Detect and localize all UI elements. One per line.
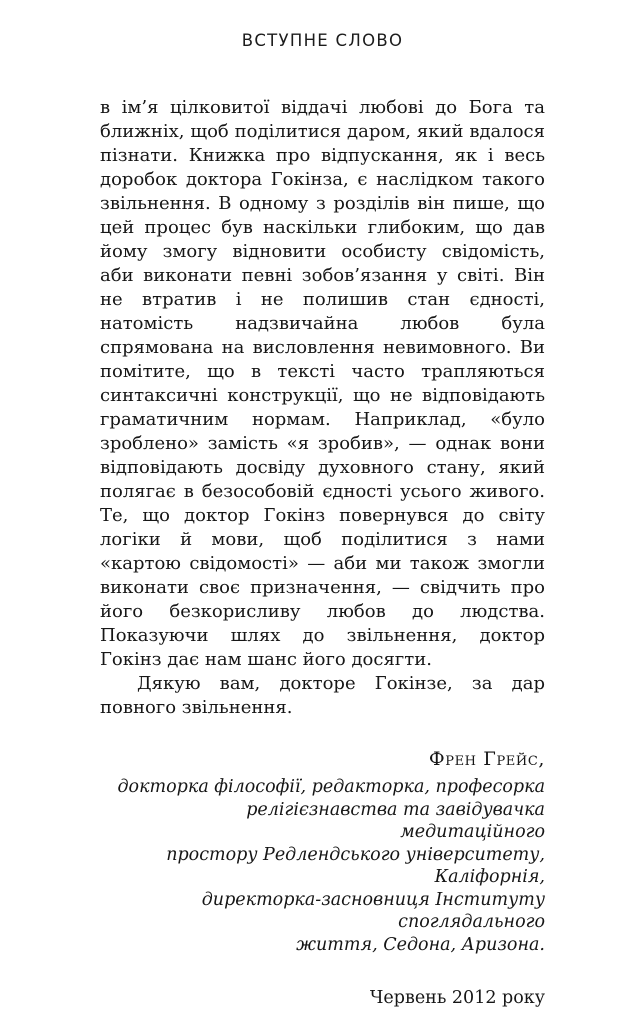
body-paragraph-2: Дякую вам, докторе Гокінзе, за дар повного звільнення.: [100, 673, 545, 718]
signature-title-line: життя, Седона, Аризона.: [296, 934, 545, 955]
signature-date: Червень 2012 року: [369, 988, 545, 1008]
signature-block: [100, 747, 545, 1009]
chapter-header: ВСТУПНЕ СЛОВО: [241, 31, 404, 50]
signature-title-line: докторка філософії, редакторка, професорка: [117, 777, 545, 797]
signature-title: [100, 776, 545, 956]
signature-name: Френ Грейс,: [428, 748, 545, 770]
signature-title-line: релігієзнавства та завідувачка медитаційного: [246, 799, 545, 842]
signature-title-line: простору Редлендського університету, Каліфорнія,: [166, 844, 545, 887]
signature-title-line: директорка-засновниця Інституту споглядального: [201, 889, 545, 932]
body-paragraph-1: в ім’я цілковитої віддачі любові до Бога та ближніх, щоб поділитися даром, який вдалося пізнати. Книжка про відпускання, як і весь доробок доктора Гокінза, є наслідком такого звільнення. В одному з розділів він пише, що цей процес був наскільки глибоким, що дав йому змогу відновити особисту свідомість, аби виконати певні зобов’язання у світі. Він не втратив і не полишив стан єдності, натомість надзвичайна любов була спрямована на висловлення невимовного. Ви помітите, що в тексті часто трапляються синтаксичні конструкції, що не відповідають граматичним нормам. Наприклад, «було зроблено» замість «я зробив», — однак вони відповідають досвіду духовного стану, який полягає в безособовій єдності усього живого. Те, що доктор Гокінз повернувся до світу логіки й мови, щоб поділитися з нами «картою свідомості» — аби ми також змогли виконати своє призначення, — свідчить про його безкорисливу любов до людства. Показуючи шлях до звільнення, доктор Гокінз дає нам шанс його досягти.: [100, 97, 545, 670]
